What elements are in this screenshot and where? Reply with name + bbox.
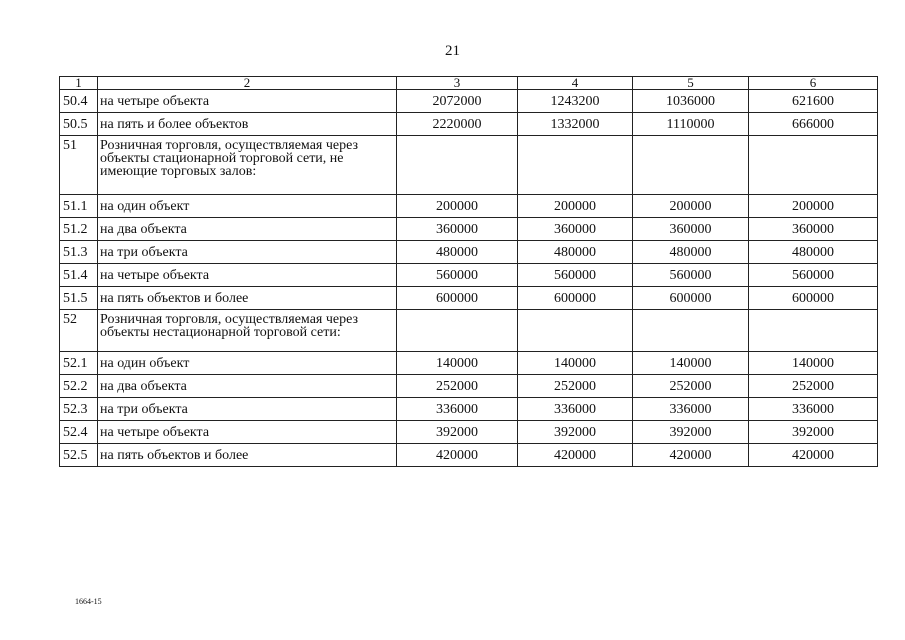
row-name-cell: на два объекта: [98, 375, 397, 398]
row-value-col5: 392000: [633, 421, 749, 444]
table-row: [60, 113, 878, 136]
row-name-cell: на четыре объекта: [98, 90, 397, 113]
table-row: [60, 241, 878, 264]
row-code-cell: 52.2: [60, 375, 98, 398]
row-value-col3: 336000: [397, 398, 518, 421]
table-row: [60, 398, 878, 421]
row-value-col6: 140000: [749, 352, 878, 375]
row-value-col3: 200000: [397, 195, 518, 218]
header-cell: 4: [518, 77, 633, 90]
row-name-cell: на четыре объекта: [98, 421, 397, 444]
table-row: [60, 444, 878, 467]
row-value-col6: 200000: [749, 195, 878, 218]
row-value-col6: 666000: [749, 113, 878, 136]
row-value-col6: [749, 136, 878, 195]
row-code-cell: 51.3: [60, 241, 98, 264]
row-code-cell: 51: [60, 136, 98, 195]
row-value-col3: 420000: [397, 444, 518, 467]
row-value-col5: [633, 310, 749, 352]
row-value-col4: 480000: [518, 241, 633, 264]
table-row: [60, 90, 878, 113]
row-value-col4: 420000: [518, 444, 633, 467]
row-name-cell: на пять и более объектов: [98, 113, 397, 136]
row-value-col6: 480000: [749, 241, 878, 264]
row-value-col4: 140000: [518, 352, 633, 375]
row-value-col6: 600000: [749, 287, 878, 310]
row-value-col4: 1243200: [518, 90, 633, 113]
row-value-col5: 600000: [633, 287, 749, 310]
table-row: [60, 421, 878, 444]
row-value-col5: 360000: [633, 218, 749, 241]
row-value-col4: 360000: [518, 218, 633, 241]
row-value-col6: [749, 310, 878, 352]
row-value-col4: [518, 310, 633, 352]
row-value-col3: 140000: [397, 352, 518, 375]
row-value-col5: 560000: [633, 264, 749, 287]
row-code-cell: 50.5: [60, 113, 98, 136]
row-code-cell: 52.3: [60, 398, 98, 421]
row-value-col5: 140000: [633, 352, 749, 375]
row-value-col6: 392000: [749, 421, 878, 444]
row-name-cell: на два объекта: [98, 218, 397, 241]
row-value-col6: 336000: [749, 398, 878, 421]
row-value-col3: 392000: [397, 421, 518, 444]
row-code-cell: 51.5: [60, 287, 98, 310]
header-cell: 5: [633, 77, 749, 90]
row-name-cell: на четыре объекта: [98, 264, 397, 287]
row-value-col4: 392000: [518, 421, 633, 444]
header-cell: 3: [397, 77, 518, 90]
row-value-col5: 1036000: [633, 90, 749, 113]
row-name-cell: на три объекта: [98, 241, 397, 264]
row-value-col5: 200000: [633, 195, 749, 218]
row-code-cell: 52.5: [60, 444, 98, 467]
row-value-col4: 200000: [518, 195, 633, 218]
row-value-col6: 621600: [749, 90, 878, 113]
row-code-cell: 52: [60, 310, 98, 352]
row-value-col6: 252000: [749, 375, 878, 398]
row-value-col3: 600000: [397, 287, 518, 310]
header-cell: 2: [98, 77, 397, 90]
header-cell: 6: [749, 77, 878, 90]
row-name-cell: на три объекта: [98, 398, 397, 421]
row-name-cell: на пять объектов и более: [98, 287, 397, 310]
row-value-col3: 360000: [397, 218, 518, 241]
row-name-cell: на один объект: [98, 195, 397, 218]
row-value-col3: 2220000: [397, 113, 518, 136]
row-name-cell: Розничная торговля, осуществляемая через объекты нестационарной торговой сети:: [98, 310, 397, 352]
row-name-cell: на пять объектов и более: [98, 444, 397, 467]
page-number: 21: [445, 43, 460, 59]
row-value-col3: 2072000: [397, 90, 518, 113]
row-value-col5: 1110000: [633, 113, 749, 136]
row-value-col6: 420000: [749, 444, 878, 467]
table-row: [60, 264, 878, 287]
row-code-cell: 52.4: [60, 421, 98, 444]
row-value-col5: [633, 136, 749, 195]
footer-document-code: 1664-15: [75, 597, 102, 606]
row-value-col3: 252000: [397, 375, 518, 398]
row-value-col3: 560000: [397, 264, 518, 287]
row-code-cell: 50.4: [60, 90, 98, 113]
row-code-cell: 51.1: [60, 195, 98, 218]
row-value-col3: [397, 310, 518, 352]
row-code-cell: 51.4: [60, 264, 98, 287]
table-row: [60, 218, 878, 241]
row-value-col4: 1332000: [518, 113, 633, 136]
row-value-col3: 480000: [397, 241, 518, 264]
row-value-col4: 600000: [518, 287, 633, 310]
row-value-col6: 560000: [749, 264, 878, 287]
tariff-table: [59, 76, 878, 467]
table-row: [60, 136, 878, 195]
table-row: [60, 310, 878, 352]
row-value-col5: 420000: [633, 444, 749, 467]
header-cell: 1: [60, 77, 98, 90]
table-row: [60, 287, 878, 310]
table-header-row: [60, 77, 878, 90]
row-value-col4: 560000: [518, 264, 633, 287]
row-code-cell: 52.1: [60, 352, 98, 375]
row-value-col5: 252000: [633, 375, 749, 398]
row-value-col3: [397, 136, 518, 195]
row-value-col4: 252000: [518, 375, 633, 398]
table-row: [60, 195, 878, 218]
row-value-col5: 480000: [633, 241, 749, 264]
row-value-col4: 336000: [518, 398, 633, 421]
row-name-cell: Розничная торговля, осуществляемая через объекты стационарной торговой сети, не имеющие торговых залов:: [98, 136, 397, 195]
table-row: [60, 375, 878, 398]
row-code-cell: 51.2: [60, 218, 98, 241]
row-value-col5: 336000: [633, 398, 749, 421]
row-value-col4: [518, 136, 633, 195]
row-name-cell: на один объект: [98, 352, 397, 375]
table-row: [60, 352, 878, 375]
row-value-col6: 360000: [749, 218, 878, 241]
